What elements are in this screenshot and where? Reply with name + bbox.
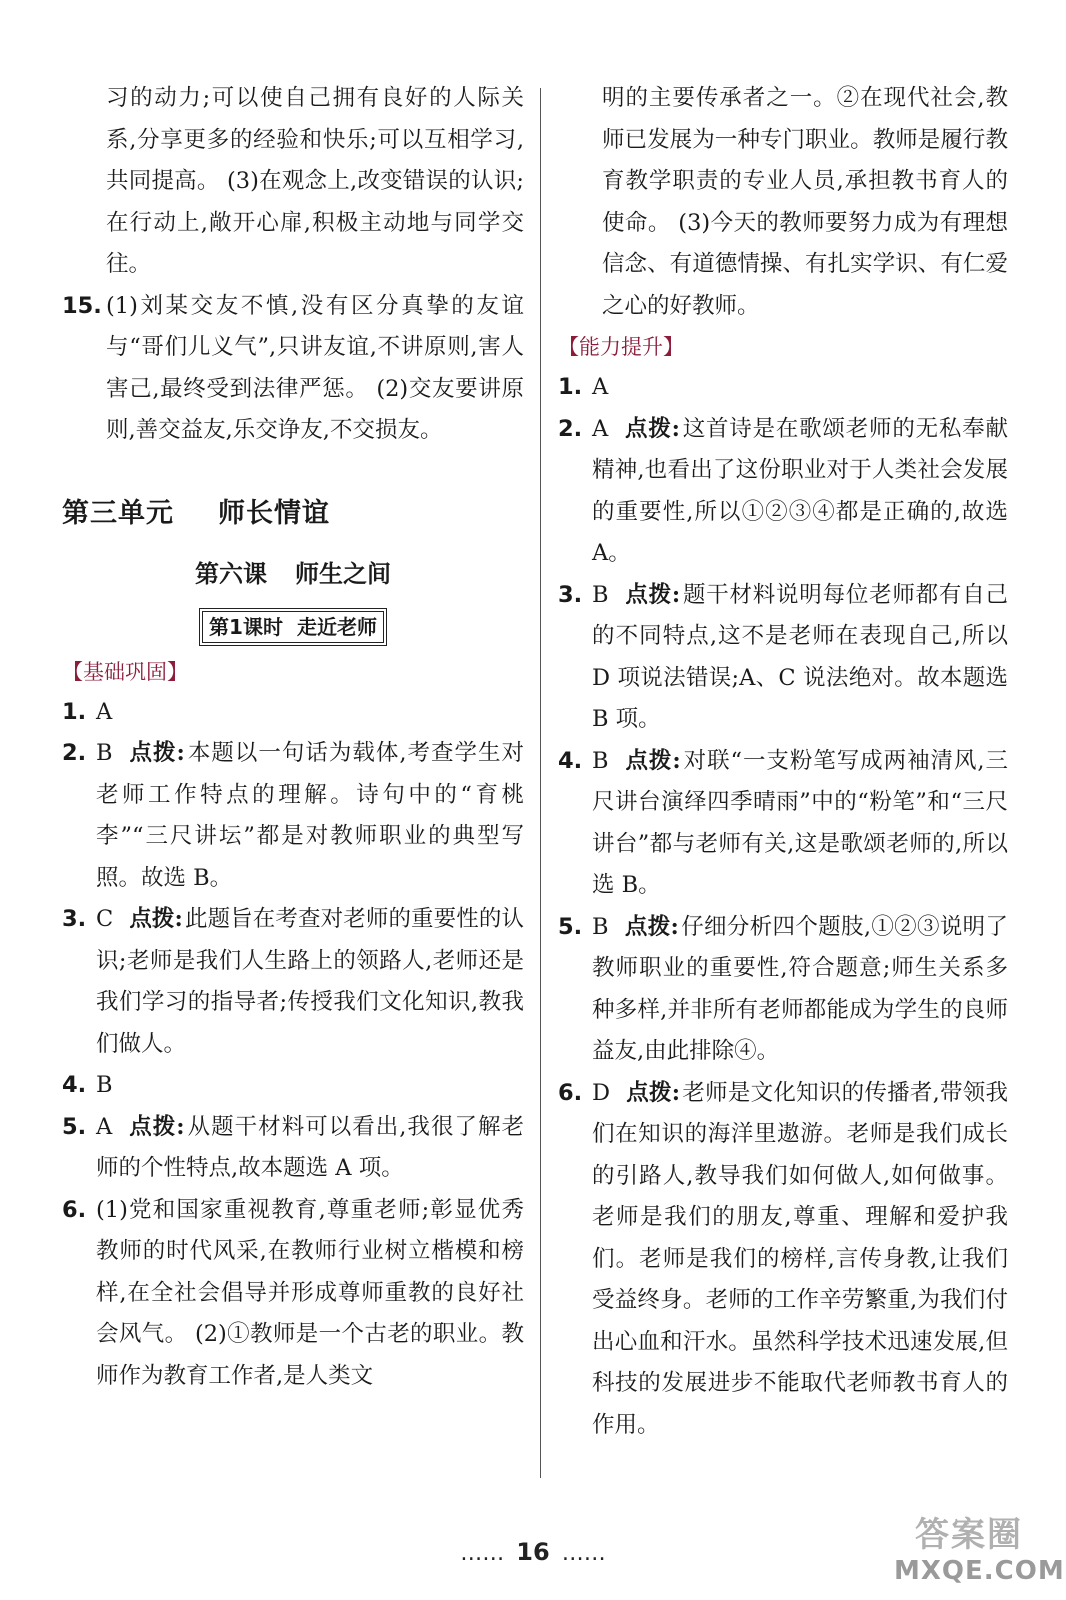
answer-item bbox=[62, 899, 524, 1065]
left-answer-list bbox=[62, 692, 524, 1398]
watermark-logo: 答案圈 bbox=[915, 1515, 1023, 1555]
q6-continuation: 明的主要传承者之一。②在现代社会,教师已发展为一种专门职业。教师是履行教育教学职责的专业人员,承担教书育人的使命。 (3)今天的教师要努力成为有理想信念、有道德情操、有扎实学识、有仁爱之心的好教师。 bbox=[602, 85, 1008, 319]
q14-continuation: 习的动力;可以使自己拥有良好的人际关系,分享更多的经验和快乐;可以互相学习,共同提高。 (3)在观念上,改变错误的认识;在行动上,敞开心扉,积极主动地与同学交往。 bbox=[106, 85, 524, 277]
answer-item bbox=[558, 367, 1008, 409]
period-box bbox=[199, 608, 387, 646]
question-number: 6. bbox=[62, 1196, 87, 1223]
hint-label: 点拨: bbox=[624, 913, 679, 940]
watermark-site: MXQE.COM bbox=[894, 1556, 1065, 1586]
watermark bbox=[894, 1507, 1065, 1586]
footer-dots-right: …… bbox=[561, 1541, 606, 1566]
answer-choice: A bbox=[96, 1113, 113, 1140]
period-name: 走近老师 bbox=[296, 614, 377, 639]
right-column bbox=[558, 78, 1008, 1446]
hint-label: 点拨: bbox=[626, 1079, 681, 1106]
question-number: 5. bbox=[62, 1113, 87, 1140]
explanation-text: 本题以一句话为载体,考查学生对老师工作特点的理解。诗句中的“育桃李”“三尺讲坛”都是对教师职业的典型写照。故选 B。 bbox=[96, 740, 524, 891]
explanation-text: 从题干材料可以看出,我很了解老师的个性特点,故本题选 A 项。 bbox=[96, 1113, 524, 1181]
question-number: 3. bbox=[62, 906, 87, 932]
period-label: 第1课时 bbox=[209, 614, 283, 639]
answer-choice: B bbox=[96, 740, 113, 766]
question-number: 2. bbox=[558, 415, 583, 442]
unit-name: 师长情谊 bbox=[218, 497, 330, 529]
explanation-text: 此题旨在考查对老师的重要性的认识;老师是我们人生路上的领路人,老师还是我们学习的指导者;传授我们文化知识,教我们做人。 bbox=[96, 906, 524, 1057]
question-number: 6. bbox=[558, 1079, 583, 1106]
answer-choice: C bbox=[96, 906, 114, 932]
hint-label: 点拨: bbox=[129, 906, 183, 932]
answer-item bbox=[558, 907, 1008, 1073]
answer-choice: A bbox=[592, 374, 609, 400]
explanation-text: 对联“一支粉笔写成两袖清风,三尺讲台演绎四季晴雨”中的“粉笔”和“三尺讲台”都与老师有关,这是歌颂老师的,所以选 B。 bbox=[592, 747, 1008, 898]
answer-item bbox=[62, 1107, 524, 1190]
answer-item bbox=[62, 692, 524, 734]
answer-item bbox=[62, 733, 524, 899]
question-number: 2. bbox=[62, 740, 87, 766]
lesson-label: 第六课 bbox=[195, 559, 267, 588]
hint-label: 点拨: bbox=[624, 581, 681, 608]
hint-label: 点拨: bbox=[624, 747, 681, 774]
explanation-text: 仔细分析四个题肢,①②③说明了教师职业的重要性,符合题意;师生关系多种多样,并非所有老师都能成为学生的良师益友,由此排除④。 bbox=[592, 913, 1008, 1064]
question-number: 15. bbox=[62, 292, 102, 319]
lesson-title bbox=[62, 554, 524, 594]
answer-item bbox=[558, 575, 1008, 741]
answer-item bbox=[62, 1190, 524, 1398]
lesson-name: 师生之间 bbox=[295, 559, 391, 588]
unit-label: 第三单元 bbox=[62, 497, 174, 529]
answer-choice: D bbox=[592, 1079, 611, 1106]
answer-choice: B bbox=[592, 581, 609, 608]
column-divider bbox=[540, 88, 541, 1478]
question-number: 4. bbox=[558, 747, 583, 774]
question-number: 1. bbox=[62, 698, 87, 725]
answer-choice: A bbox=[592, 415, 609, 442]
page-number: 16 bbox=[516, 1538, 550, 1566]
hint-label: 点拨: bbox=[624, 415, 680, 442]
left-column bbox=[62, 78, 524, 1397]
answer-choice: A bbox=[96, 698, 113, 725]
section-advanced: 【能力提升】 bbox=[558, 335, 684, 359]
hint-label: 点拨: bbox=[128, 740, 185, 766]
explanation-text: 这首诗是在歌颂老师的无私奉献精神,也看出了这份职业对于人类社会发展的重要性,所以①②③④都是正确的,故选 A。 bbox=[592, 415, 1008, 566]
right-answer-list bbox=[558, 367, 1008, 1446]
question-number: 5. bbox=[558, 913, 583, 940]
hint-label: 点拨: bbox=[128, 1113, 185, 1140]
question-number: 4. bbox=[62, 1072, 87, 1098]
question-number: 3. bbox=[558, 581, 583, 608]
answer-item bbox=[558, 1073, 1008, 1447]
answer-item bbox=[558, 409, 1008, 575]
explanation-text: (1)党和国家重视教育,尊重老师;彰显优秀教师的时代风采,在教师行业树立楷模和榜样,在全社会倡导并形成尊师重教的良好社会风气。 (2)①教师是一个古老的职业。教师作为教育工作者,是人类文 bbox=[96, 1196, 524, 1389]
answer-text: (1)刘某交友不慎,没有区分真挚的友谊与“哥们儿义气”,只讲友谊,不讲原则,害人害己,最终受到法律严惩。 (2)交友要讲原则,善交益友,乐交诤友,不交损友。 bbox=[106, 292, 524, 443]
answer-item bbox=[62, 1065, 524, 1107]
unit-title bbox=[62, 494, 524, 534]
explanation-text: 老师是文化知识的传播者,带领我们在知识的海洋里遨游。老师是我们成长的引路人,教导我们如何做人,如何做事。老师是我们的朋友,尊重、理解和爱护我们。老师是我们的榜样,言传身教,让我们受益终身。老师的工作辛劳繁重,为我们付出心血和汗水。虽然科学技术迅速发展,但科技的发展进步不能取代老师教书育人的作用。 bbox=[592, 1079, 1008, 1438]
question-number: 1. bbox=[558, 374, 583, 400]
explanation-text: 题干材料说明每位老师都有自己的不同特点,这不是老师在表现自己,所以 D 项说法错误;A、C 说法绝对。故本题选 B 项。 bbox=[592, 581, 1008, 732]
section-basic: 【基础巩固】 bbox=[62, 659, 188, 684]
answer-choice: B bbox=[592, 913, 609, 940]
answer-choice: B bbox=[592, 747, 609, 774]
footer-dots-left: …… bbox=[460, 1541, 505, 1566]
answer-item bbox=[558, 741, 1008, 907]
question-15 bbox=[62, 286, 524, 452]
answer-choice: B bbox=[96, 1072, 113, 1098]
